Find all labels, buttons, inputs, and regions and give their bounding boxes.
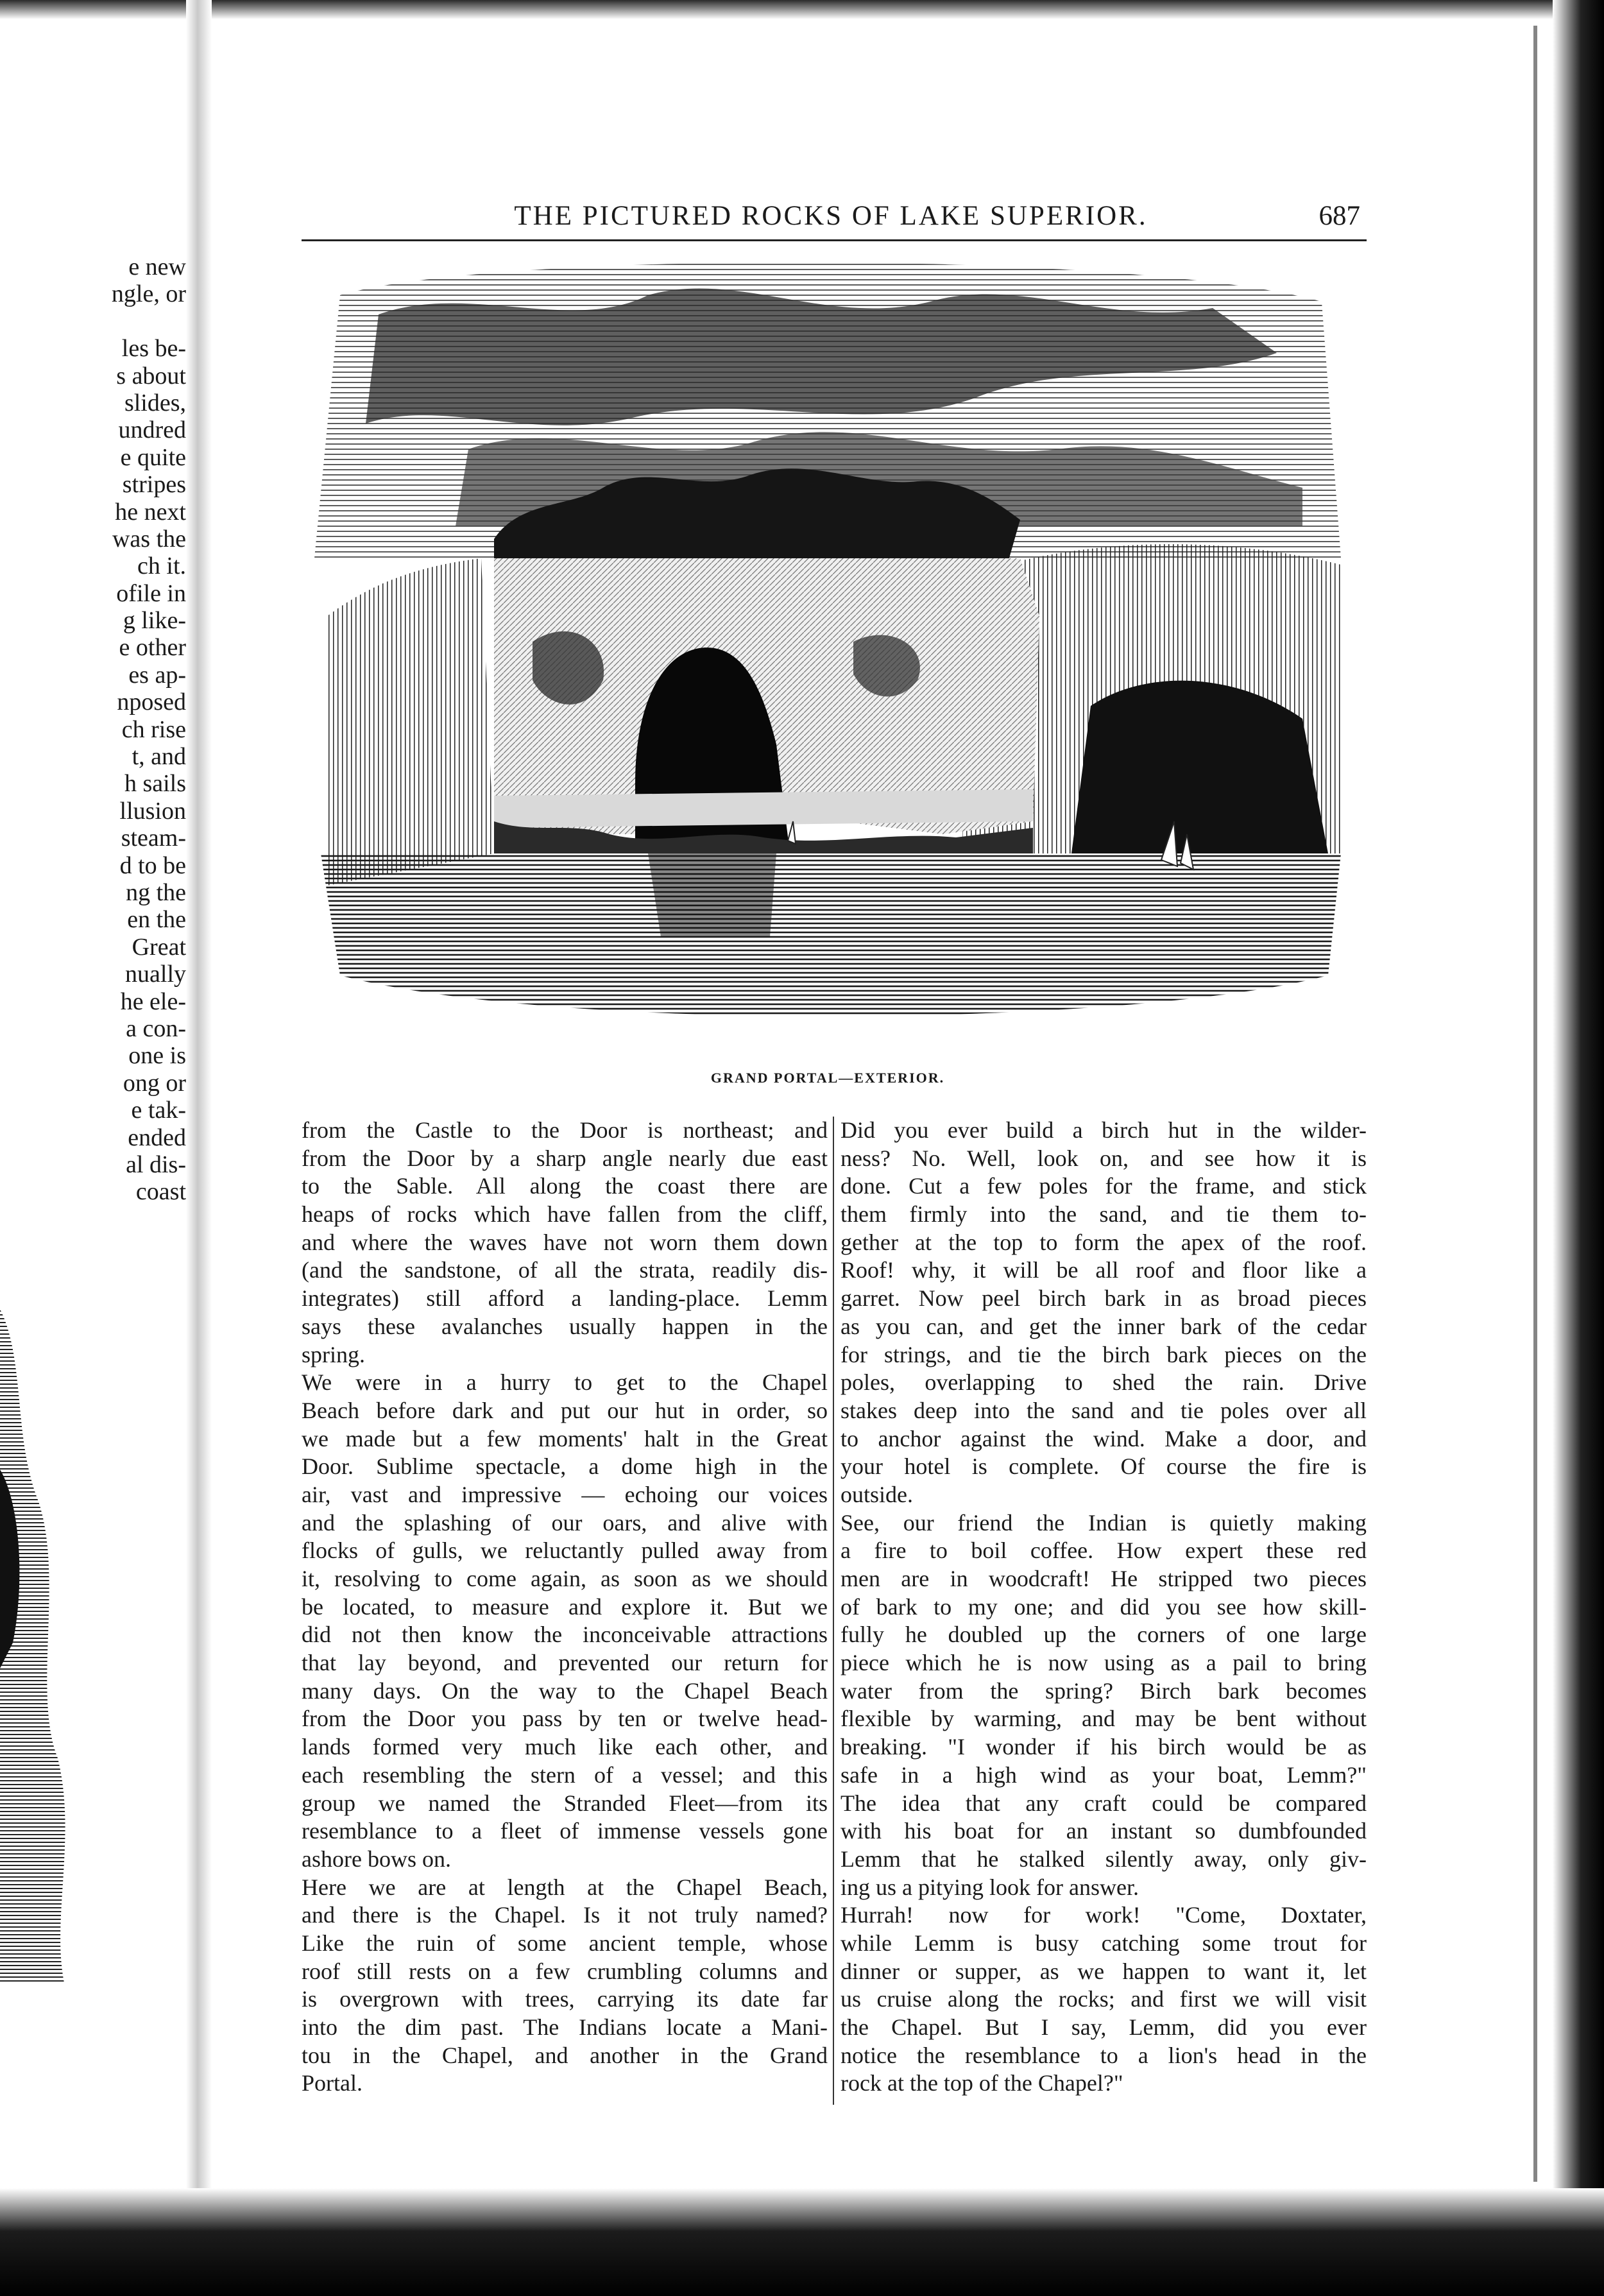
right-book-edge [1553,0,1604,2296]
fragment-line: steam- [121,825,186,852]
column-right-line: ness? No. Well, look on, and see how it is [840,1145,1367,1171]
column-right-line: gether at the top to form the apex of the roof. [840,1229,1367,1255]
column-right-line: safe in a high wind as your boat, Lemm?" [840,1761,1367,1788]
column-right-line: fully he doubled up the corners of one large [840,1622,1367,1648]
page-edge-line [1533,26,1537,2182]
column-left-line: Beach before dark and put our hut in order, so [302,1397,828,1423]
column-left-line: from the Castle to the Door is northeast; and [302,1117,828,1143]
column-left-line: (and the sandstone, of all the strata, readily dis- [302,1257,828,1283]
fragment-line: he next [115,498,186,526]
column-left-line: each resembling the stern of a vessel; and this [302,1761,828,1788]
fragment-line: e other [119,634,186,662]
column-left-line: resemblance to a fleet of immense vessels gone [302,1818,828,1844]
column-right-line: stakes deep into the sand and tie poles over all [840,1397,1367,1423]
column-left-line: and where the waves have not worn them down [302,1229,828,1255]
fragment-line: ofile in [116,579,186,607]
column-left-line: to the Sable. All along the coast there are [302,1173,828,1199]
column-left-line: it, resolving to come again, as soon as we should [302,1566,828,1591]
column-left-line: many days. On the way to the Chapel Beach [302,1677,828,1704]
column-right-line: with his boat for an instant so dumbfounded [840,1818,1367,1844]
fragment-line: nually [125,961,186,988]
fragment-line: e new [128,253,186,280]
column-right-line: flexible by warming, and may be bent without [840,1706,1367,1732]
column-right-line: Did you ever build a birch hut in the wilder- [840,1117,1367,1143]
fragment-line: ngle, or [111,280,186,308]
column-right-line: them firmly into the sand, and tie them to- [840,1201,1367,1228]
column-left-line: is overgrown with trees, carrying its date far [302,1986,828,2012]
fragment-line: undred [118,416,186,444]
column-left-line: into the dim past. The Indians locate a Mani- [302,2014,828,2040]
running-head: THE PICTURED ROCKS OF LAKE SUPERIOR. [514,201,1148,231]
fragment-line: a con- [126,1015,186,1042]
fragment-line: h sails [124,770,186,798]
column-left-line: be located, to measure and explore it. But we [302,1593,828,1620]
column-left-line: says these avalanches usually happen in the [302,1313,828,1339]
text-column-right [840,1117,1367,2098]
column-left-line: we made but a few moments' halt in the Great [302,1425,828,1452]
fragment-line: he ele- [120,988,186,1015]
column-left-line: Door. Sublime spectacle, a dome high in the [302,1453,828,1480]
fragment-line: en the [127,906,186,934]
column-left-line: and the splashing of our oars, and alive with [302,1509,828,1536]
column-rule [833,1117,834,2105]
fragment-line: ended [128,1124,186,1151]
column-right-line: while Lemm is busy catching some trout for [840,1930,1367,1956]
column-right-line: Hurrah! now for work! "Come, Doxtater, [840,1902,1367,1928]
column-right-line: for strings, and tie the birch bark pieces on the [840,1341,1367,1367]
column-left-line: did not then know the inconceivable attractions [302,1622,828,1648]
fragment-line [0,308,186,335]
column-left-line: flocks of gulls, we reluctantly pulled away from [302,1538,828,1564]
column-left-line: group we named the Stranded Fleet—from its [302,1790,828,1816]
column-right-line: outside. [840,1481,913,1507]
page-number: 687 [1318,201,1360,231]
column-right-line: done. Cut a few poles for the frame, and stick [840,1173,1367,1199]
top-shadow [0,0,1604,19]
fragment-line: d to be [119,852,186,879]
column-right-line: your hotel is complete. Of course the fire is [840,1453,1367,1480]
fragment-line: t, and [132,743,186,771]
fragment-line: was the [112,525,186,553]
column-right-line: Roof! why, it will be all roof and floor like a [840,1257,1367,1283]
fragment-line: ong or [123,1069,186,1097]
fragment-line: es ap- [128,661,186,689]
column-left-line: from the Door by a sharp angle nearly due east [302,1145,828,1171]
column-left-line: air, vast and impressive — echoing our voices [302,1481,828,1507]
header-rule [302,239,1367,241]
column-right-line: garret. Now peel birch bark in as broad pieces [840,1285,1367,1312]
column-right-line: the Chapel. But I say, Lemm, did you ever [840,2014,1367,2040]
column-right-line: rock at the top of the Chapel?" [840,2070,1123,2096]
column-left-line: roof still rests on a few crumbling columns and [302,1958,828,1984]
column-right-line: water from the spring? Birch bark becomes [840,1677,1367,1704]
column-left-line: spring. [302,1341,365,1367]
column-right-line: to anchor against the wind. Make a door, and [840,1425,1367,1452]
fragment-line: ng the [126,878,186,906]
column-left-line: heaps of rocks which have fallen from the cliff, [302,1201,828,1228]
column-right-line: as you can, and get the inner bark of the cedar [840,1313,1367,1339]
column-right-line: piece which he is now using as a pail to bring [840,1650,1367,1676]
column-right-line: dinner or supper, as we happen to want it, let [840,1958,1367,1984]
column-left-line: We were in a hurry to get to the Chapel [302,1369,828,1396]
column-right-line: poles, overlapping to shed the rain. Drive [840,1369,1367,1396]
column-right-line: See, our friend the Indian is quietly making [840,1509,1367,1536]
fragment-line: nposed [117,689,186,716]
previous-page-fragment [0,253,186,1206]
column-left-line: integrates) still afford a landing-place. Lemm [302,1285,828,1312]
column-right-line: Lemm that he stalked silently away, only giv- [840,1846,1367,1872]
fragment-line: g like- [123,607,186,635]
fragment-line: ch rise [121,715,186,743]
column-right-line: ing us a pitying look for answer. [840,1874,1139,1900]
column-right-line: of bark to my one; and did you see how skill- [840,1593,1367,1620]
column-right-line: a fire to boil coffee. How expert these red [840,1538,1367,1564]
column-right-line: us cruise along the rocks; and first we will visit [840,1986,1367,2012]
text-column-left [302,1117,828,2098]
column-right-line: breaking. "I wonder if his birch would be as [840,1734,1367,1760]
column-left-line: lands formed very much like each other, and [302,1734,828,1760]
previous-page-engraving [0,1309,90,1983]
fragment-line: slides, [124,389,186,416]
column-right-line: The idea that any craft could be compared [840,1790,1367,1816]
fragment-line: coast [135,1178,186,1206]
fragment-line: s about [116,362,186,390]
fragment-line: e quite [120,443,186,471]
figure-caption: GRAND PORTAL—EXTERIOR. [710,1070,945,1086]
fragment-line: e tak- [131,1097,186,1124]
fragment-line: llusion [119,797,186,825]
fragment-line: stripes [122,471,186,499]
fragment-line: al dis- [126,1151,186,1178]
column-left-line: Here we are at length at the Chapel Beach, [302,1874,828,1900]
fragment-line: one is [128,1042,186,1070]
grand-portal-engraving [302,257,1354,1046]
column-left-line: from the Door you pass by ten or twelve head- [302,1706,828,1732]
column-left-line: ashore bows on. [302,1846,451,1872]
fragment-line: ch it. [137,553,186,580]
column-left-line: Portal. [302,2070,363,2096]
column-left-line: tou in the Chapel, and another in the Grand [302,2042,828,2068]
column-left-line: Like the ruin of some ancient temple, whose [302,1930,828,1956]
bottom-shadow [0,2188,1604,2296]
column-right-line: men are in woodcraft! He stripped two pieces [840,1566,1367,1591]
fragment-line: les be- [121,335,186,363]
column-left-line: and there is the Chapel. Is it not truly named? [302,1902,828,1928]
fragment-line: Great [132,933,186,961]
book-gutter [186,0,212,2296]
column-left-line: that lay beyond, and prevented our return for [302,1650,828,1676]
column-right-line: notice the resemblance to a lion's head in the [840,2042,1367,2068]
